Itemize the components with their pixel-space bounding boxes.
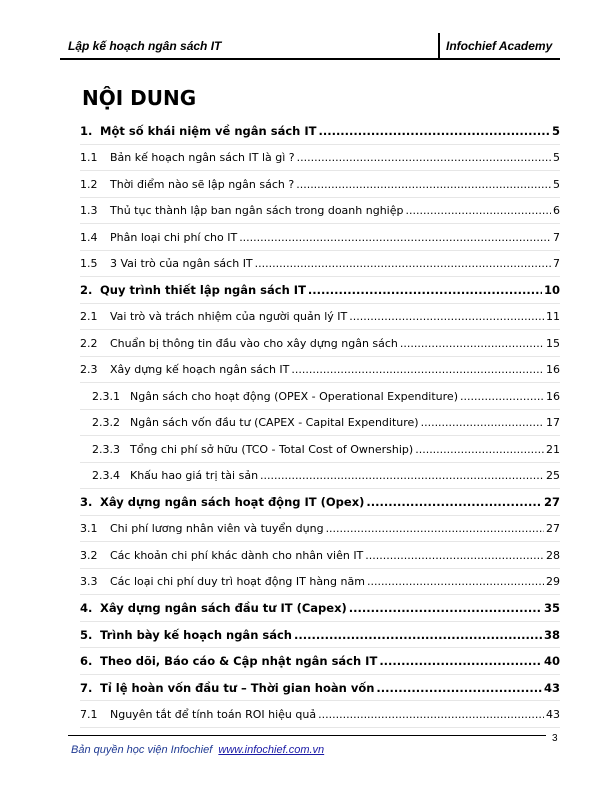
toc-entry[interactable] [80, 171, 560, 197]
header-organization: Infochief Academy [446, 39, 553, 53]
toc-entry-page: 27 [546, 522, 560, 535]
toc-entry-title: Quy trình thiết lập ngân sách IT [100, 283, 306, 297]
toc-entry-title: Các khoản chi phí khác dành cho nhân viên IT [110, 548, 364, 562]
toc-entry-page: 5 [551, 124, 560, 138]
toc-entry-title: Bản kế hoạch ngân sách IT là gì ? [110, 151, 295, 164]
toc-entry-number: 1.3 [80, 204, 98, 217]
toc-entry-number: 2.3.2 [92, 416, 120, 429]
page-title: NỘI DUNG [82, 86, 197, 110]
toc-leader-dots [294, 628, 542, 642]
toc-leader-dots [349, 310, 544, 323]
toc-entry-number: 5. [80, 627, 93, 642]
toc-entry-number: 7. [80, 680, 93, 695]
toc-leader-dots [291, 363, 544, 376]
toc-leader-dots [415, 443, 544, 456]
toc-entry-page: 43 [543, 680, 560, 695]
header-divider [438, 33, 440, 59]
page-header [60, 33, 560, 59]
toc-entry-page: 6 [553, 204, 560, 217]
toc-leader-dots [460, 390, 544, 403]
toc-row-separator [80, 727, 560, 728]
toc-entry-page: 16 [546, 389, 560, 403]
toc-entry-title: Xây dựng kế hoạch ngân sách IT [110, 363, 290, 376]
toc-leader-dots [255, 257, 551, 270]
toc-leader-dots [400, 337, 544, 350]
toc-entry-number: 1.2 [80, 177, 98, 191]
toc-entry-page: 28 [546, 548, 560, 562]
toc-entry-number: 4. [80, 601, 93, 615]
toc-leader-dots [239, 231, 551, 244]
toc-entry-page: 40 [543, 654, 560, 668]
toc-entry-title: Vai trò và trách nhiệm của người quản lý IT [110, 310, 348, 323]
toc-entry[interactable] [80, 145, 560, 171]
toc-entry-number: 1.1 [80, 151, 98, 164]
toc-entry-number: 3. [80, 495, 93, 509]
toc-entry-number: 2. [80, 283, 93, 297]
footer-copyright: Bản quyền học viện Infochief [71, 744, 213, 756]
toc-entry-number: 2.3 [80, 363, 98, 376]
toc-entry-number: 3.2 [80, 548, 98, 562]
toc-entry[interactable] [80, 595, 560, 621]
toc-entry-title: Tổng chi phí sở hữu (TCO - Total Cost of Ownership) [130, 442, 414, 456]
toc-entry-number: 2.3.1 [92, 389, 120, 403]
toc-entry-title: Nguyên tắt để tính toán ROI hiệu quả [110, 707, 317, 721]
toc-entry-number: 1.4 [80, 230, 98, 244]
toc-leader-dots [421, 416, 544, 429]
toc-leader-dots [349, 601, 542, 615]
toc-entry-title: Khấu hao giá trị tài sản [130, 469, 259, 482]
toc-entry[interactable] [80, 436, 560, 462]
header-rule [60, 58, 560, 60]
toc-entry-title: Một số khái niệm về ngân sách IT [100, 124, 317, 138]
toc-entry-number: 2.3.3 [92, 442, 120, 456]
toc-entry-number: 1.5 [80, 257, 98, 270]
toc-entry-title: Chuẩn bị thông tin đầu vào cho xây dựng ngân sách [110, 336, 398, 350]
toc-entry-title: Thủ tục thành lập ban ngân sách trong doanh nghiệp [110, 204, 404, 217]
toc-entry[interactable] [80, 251, 560, 277]
toc-entry-page: 43 [546, 707, 560, 721]
toc-entry[interactable] [80, 383, 560, 409]
toc-entry[interactable] [80, 198, 560, 224]
toc-leader-dots [308, 283, 542, 297]
toc-entry-page: 7 [553, 230, 560, 244]
toc-leader-dots [405, 204, 551, 217]
toc-entry[interactable] [80, 410, 560, 436]
footer-rule [68, 735, 546, 736]
toc-entry-title: Trình bày kế hoạch ngân sách [100, 627, 292, 642]
toc-entry[interactable] [80, 648, 560, 674]
toc-leader-dots [376, 681, 542, 695]
toc-entry[interactable] [80, 224, 560, 250]
toc-entry-page: 21 [546, 442, 560, 456]
toc-entry-page: 16 [546, 363, 560, 376]
toc-entry-page: 10 [543, 283, 560, 297]
toc-leader-dots [326, 522, 544, 535]
toc-leader-dots [260, 469, 544, 482]
toc-leader-dots [366, 495, 542, 509]
toc-leader-dots [318, 708, 544, 721]
toc-leader-dots [379, 654, 542, 668]
toc-entry-page: 15 [546, 336, 560, 350]
toc-entry-page: 29 [546, 575, 560, 588]
toc-entry-number: 2.2 [80, 336, 98, 350]
toc-entry-number: 3.1 [80, 522, 98, 535]
toc-entry[interactable] [80, 489, 560, 515]
toc-entry-title: Ngân sách vốn đầu tư (CAPEX - Capital Expenditure) [130, 416, 419, 429]
toc-entry-number: 3.3 [80, 575, 98, 588]
toc-entry-page: 27 [543, 495, 560, 509]
toc-leader-dots [367, 575, 544, 588]
toc-entry-page: 5 [553, 151, 560, 164]
toc-entry-page: 17 [546, 416, 560, 429]
toc-entry[interactable] [80, 304, 560, 330]
toc-entry[interactable] [80, 118, 560, 144]
page-footer [71, 744, 324, 756]
toc-entry-title: Các loại chi phí duy trì hoạt động IT hàng năm [110, 575, 365, 588]
header-document-title: Lập kế hoạch ngân sách IT [68, 39, 222, 53]
toc-entry[interactable] [80, 675, 560, 701]
toc-entry[interactable] [80, 463, 560, 489]
toc-entry-title: Chi phí lương nhân viên và tuyển dụng [110, 522, 324, 535]
toc-entry-title: Phân loại chi phí cho IT [110, 230, 238, 244]
toc-entry-number: 2.1 [80, 310, 98, 323]
toc-entry-number: 7.1 [80, 707, 98, 721]
toc-entry[interactable] [80, 542, 560, 568]
toc-entry[interactable] [80, 277, 560, 303]
toc-entry-title: Theo dõi, Báo cáo & Cập nhật ngân sách IT [100, 654, 378, 668]
toc-entry[interactable] [80, 357, 560, 383]
toc-entry-title: Xây dựng ngân sách hoạt động IT (Opex) [100, 495, 365, 509]
toc-entry-number: 6. [80, 654, 93, 668]
toc-leader-dots [318, 124, 550, 138]
toc-entry-page: 38 [543, 627, 560, 642]
toc-entry-page: 35 [543, 601, 560, 615]
toc-entry-title: Tỉ lệ hoàn vốn đầu tư – Thời gian hoàn vốn [100, 680, 375, 695]
page-number: 3 [552, 733, 558, 744]
toc-entry-title: Thời điểm nào sẽ lập ngân sách ? [110, 177, 295, 191]
toc-entry[interactable] [80, 516, 560, 542]
toc-entry-title: 3 Vai trò của ngân sách IT [110, 257, 253, 270]
toc-entry-page: 7 [553, 257, 560, 270]
toc-leader-dots [297, 151, 551, 164]
toc-entry[interactable] [80, 701, 560, 727]
toc-entry-number: 1. [80, 124, 93, 138]
footer-link[interactable]: www.infochief.com.vn [218, 744, 325, 756]
toc-entry-page: 11 [546, 310, 560, 323]
toc-entry[interactable] [80, 622, 560, 648]
toc-entry[interactable] [80, 569, 560, 595]
toc-leader-dots [296, 178, 551, 191]
toc-entry-page: 25 [546, 469, 560, 482]
toc-entry-title: Ngân sách cho hoạt động (OPEX - Operational Expenditure) [130, 389, 458, 403]
toc-entry[interactable] [80, 330, 560, 356]
toc-entry-number: 2.3.4 [92, 469, 120, 482]
toc-leader-dots [365, 549, 544, 562]
toc-entry-title: Xây dựng ngân sách đầu tư IT (Capex) [100, 601, 347, 615]
toc-entry-page: 5 [553, 177, 560, 191]
